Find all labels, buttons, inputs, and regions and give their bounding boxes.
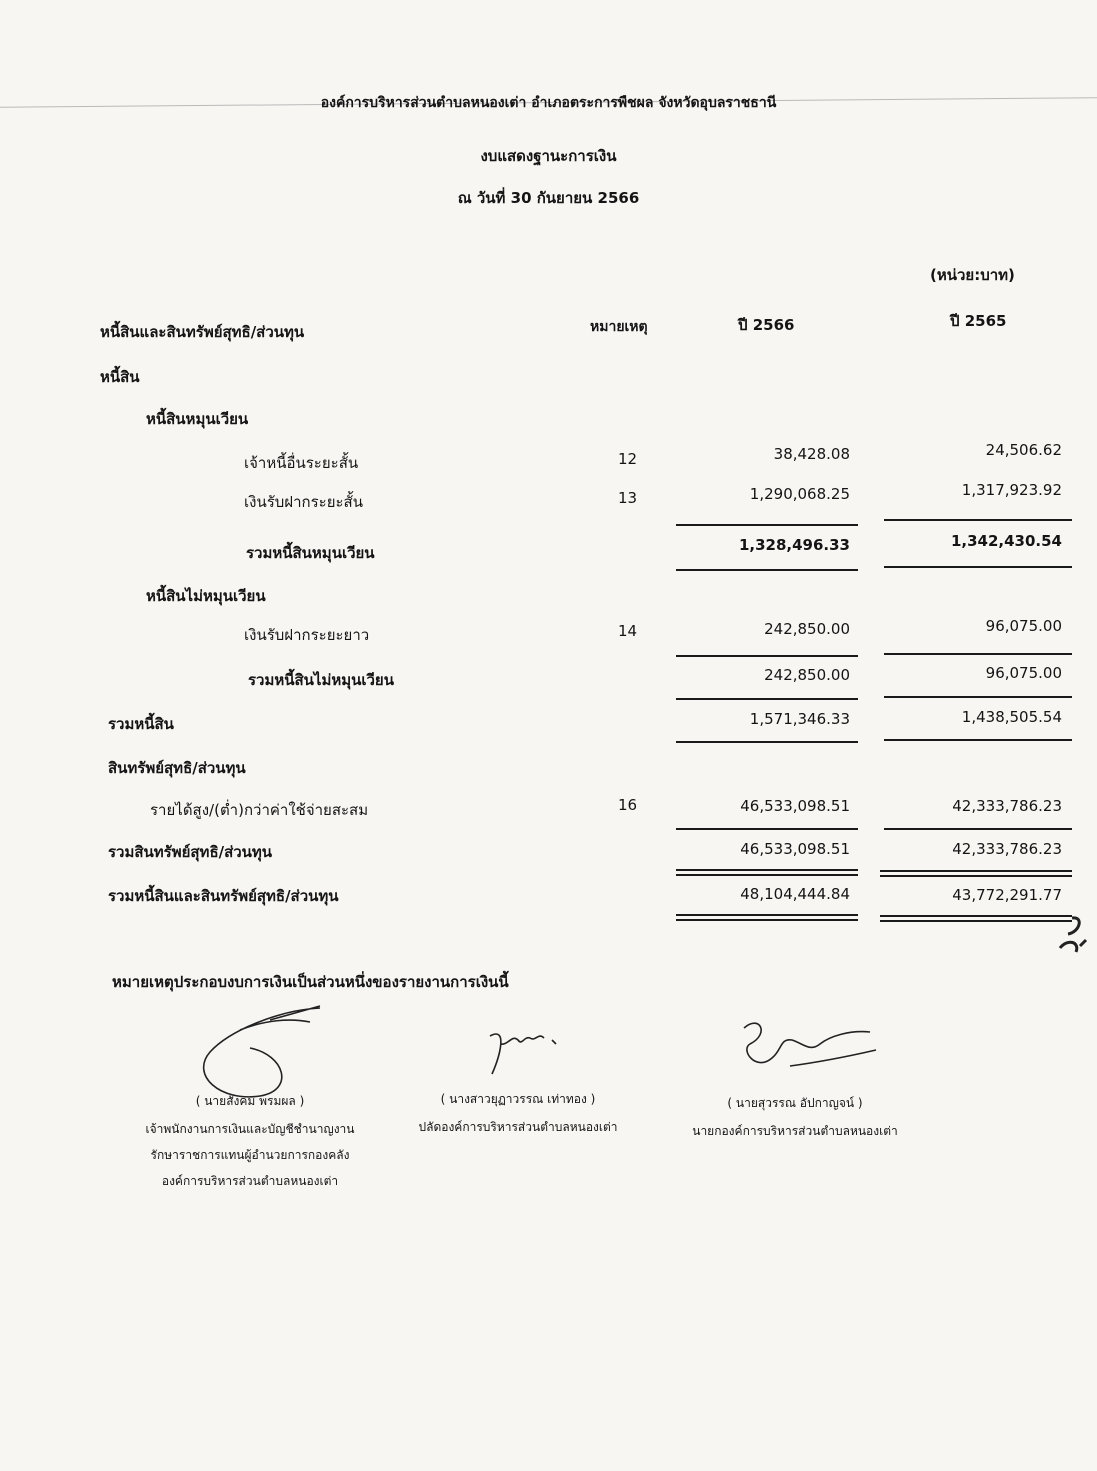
section-current-liabilities: หนี้สินหมุนเวียน	[146, 410, 249, 428]
underline-2566	[676, 741, 858, 743]
row-value-2565-total-liabilities: 1,438,505.54	[961, 708, 1062, 726]
underline-2565	[884, 739, 1072, 741]
underline-2566	[676, 569, 858, 571]
row-label-total-equity: รวมสินทรัพย์สุทธิ/ส่วนทุน	[108, 843, 273, 861]
org-name: องค์การบริหารส่วนตำบลหนองเต่า อำเภอตระการพืชผล จังหวัดอุบลราชธานี	[320, 95, 777, 111]
signature-3	[730, 1010, 880, 1084]
row-label-surplus: รายได้สูง/(ต่ำ)กว่าค่าใช้จ่ายสะสม	[150, 801, 369, 819]
row-value-2565-deposits-long: 96,075.00	[985, 617, 1062, 635]
unit-label: (หน่วย:บาท)	[930, 266, 1015, 284]
row-note-surplus: 16	[618, 796, 638, 814]
row-label-total-liabilities: รวมหนี้สิน	[108, 715, 174, 733]
column-header-2566: ปี 2566	[738, 316, 795, 334]
section-liabilities: หนี้สิน	[100, 368, 140, 386]
row-value-2565-grand-total: 43,772,291.77	[952, 886, 1062, 904]
section-noncurrent-liabilities: หนี้สินไม่หมุนเวียน	[146, 587, 266, 605]
row-value-2566-total-noncurrent: 242,850.00	[764, 666, 850, 684]
underline-2565	[884, 653, 1072, 655]
underline-2565	[880, 875, 1072, 877]
row-value-2565-total-current: 1,342,430.54	[950, 532, 1062, 550]
row-note-deposits-short: 13	[618, 489, 638, 507]
row-label-deposits-short: เงินรับฝากระยะสั้น	[244, 493, 363, 511]
row-value-2566-grand-total: 48,104,444.84	[740, 885, 850, 903]
row-label-deposits-long: เงินรับฝากระยะยาว	[244, 626, 370, 644]
underline-2565	[884, 566, 1072, 568]
row-label-grand-total: รวมหนี้สินและสินทรัพย์สุทธิ/ส่วนทุน	[108, 887, 339, 905]
double-underline-2566	[676, 914, 858, 916]
signatory-3-name: ( นายสุวรรณ อัปกาญจน์ )	[727, 1096, 863, 1110]
row-label-total-current: รวมหนี้สินหมุนเวียน	[246, 544, 375, 562]
row-value-2566-deposits-long: 242,850.00	[764, 620, 850, 638]
signatory-1-title-line-3: องค์การบริหารส่วนตำบลหนองเต่า	[161, 1174, 339, 1188]
row-value-2566-payables: 38,428.08	[773, 445, 850, 463]
row-note-payables: 12	[618, 450, 638, 468]
row-note-deposits-long: 14	[618, 622, 638, 640]
underline-2566	[676, 874, 858, 876]
underline-2566	[676, 655, 858, 657]
signatory-1-title-line-2: รักษาราชการแทนผู้อำนวยการกองคลัง	[150, 1148, 350, 1162]
underline-2566	[676, 698, 858, 700]
underline-2565	[880, 870, 1072, 872]
signatory-1-name: ( นายสังคม พรมผล )	[195, 1094, 305, 1108]
initial-mark	[1050, 912, 1090, 956]
underline-2566	[676, 828, 858, 830]
footnote: หมายเหตุประกอบงบการเงินเป็นส่วนหนึ่งของรายงานการเงินนี้	[112, 973, 509, 991]
column-header-2565: ปี 2565	[950, 312, 1007, 330]
signatory-3-title-line-1: นายกองค์การบริหารส่วนตำบลหนองเต่า	[692, 1124, 898, 1138]
row-value-2566-surplus: 46,533,098.51	[740, 797, 850, 815]
row-label-payables: เจ้าหนี้อื่นระยะสั้น	[244, 454, 359, 472]
double-underline-2565	[880, 915, 1072, 917]
underline-2565	[884, 828, 1072, 830]
underline-2565	[884, 696, 1072, 698]
signature-2	[478, 1022, 578, 1086]
row-value-2565-total-equity: 42,333,786.23	[952, 840, 1062, 858]
row-value-2566-total-current: 1,328,496.33	[738, 536, 850, 554]
row-value-2565-payables: 24,506.62	[985, 441, 1062, 459]
signatory-2-name: ( นางสาวยุฏาวรรณ เท่าทอง )	[440, 1092, 596, 1106]
row-label-total-noncurrent: รวมหนี้สินไม่หมุนเวียน	[248, 671, 394, 689]
row-value-2566-total-equity: 46,533,098.51	[740, 840, 850, 858]
column-header-label: หนี้สินและสินทรัพย์สุทธิ/ส่วนทุน	[100, 323, 305, 341]
row-value-2565-deposits-short: 1,317,923.92	[961, 481, 1062, 499]
statement-date: ณ วันที่ 30 กันยายน 2566	[457, 189, 640, 207]
signatory-1-title-line-1: เจ้าพนักงานการเงินและบัญชีชำนาญงาน	[145, 1122, 355, 1136]
column-header-note: หมายเหตุ	[590, 319, 648, 335]
double-underline-2565	[880, 920, 1072, 922]
row-value-2566-deposits-short: 1,290,068.25	[749, 485, 850, 503]
signatory-2-title-line-1: ปลัดองค์การบริหารส่วนตำบลหนองเต่า	[418, 1120, 618, 1134]
row-value-2566-total-liabilities: 1,571,346.33	[749, 710, 850, 728]
document-title: งบแสดงฐานะการเงิน	[480, 147, 617, 165]
underline-2566	[676, 524, 858, 526]
underline-2565	[884, 519, 1072, 521]
double-underline-2566	[676, 919, 858, 921]
row-value-2565-total-noncurrent: 96,075.00	[985, 664, 1062, 682]
row-value-2565-surplus: 42,333,786.23	[952, 797, 1062, 815]
underline-2566	[676, 869, 858, 871]
section-equity: สินทรัพย์สุทธิ/ส่วนทุน	[108, 759, 246, 777]
